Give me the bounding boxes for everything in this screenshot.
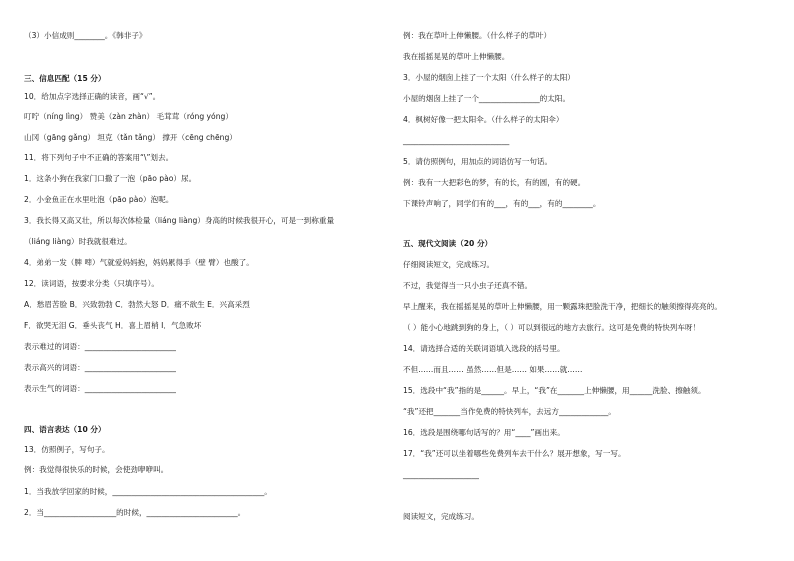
right-text-line: 阅读短文，完成练习。: [403, 512, 479, 521]
right-text-line: 不但……而且…… 虽然……但是…… 如果……就……: [403, 365, 583, 374]
left-text-line: 10．给加点字选择正确的读音，画“√”。: [24, 92, 161, 101]
right-section-heading: 五、现代文阅读（20 分）: [403, 239, 493, 248]
left-text-line: 表示高兴的词语：________________________: [24, 363, 176, 372]
left-text-line: 表示生气的词语：________________________: [24, 384, 176, 393]
right-text-line: 15．选段中“我”指的是______。早上，“我”在_______上伸懒腰，用______洗脸、擦触须。: [403, 386, 706, 395]
left-text-line: 2．小金鱼正在水里吐泡（pāo pào）泡呢。: [24, 195, 174, 204]
left-text-line: 13．仿照例子，写句子。: [24, 445, 110, 454]
right-text-line: 仔细阅读短文，完成练习。: [403, 260, 495, 269]
right-text-line: 我在摇摇晃晃的草叶上伸懒腰。: [403, 52, 510, 61]
right-text-line: 不过，我觉得当一只小虫子还真不错。: [403, 281, 533, 290]
left-text-line: 2．当___________________的时候，________________________。: [24, 508, 246, 517]
left-text-line: 3．我长得又高又壮，所以每次体检量（liáng liàng）身高的时候我很开心，可是一到称重量: [24, 216, 335, 225]
left-text-line: 4．弟弟一发（脾 啤）气就爱妈妈抱，妈妈累得手（壁 臂）也酸了。: [24, 258, 254, 267]
right-text-line: ____________________: [403, 470, 479, 479]
right-text-line: 例：我有一大把彩色的梦，有的长，有的圆，有的硬。: [403, 178, 586, 187]
left-text-line: 1．当我放学回家的时候，________________________________________。: [24, 487, 272, 496]
right-text-line: 早上醒来，我在摇摇晃晃的草叶上伸懒腰，用一颗露珠把脸洗干净，把细长的触须擦得亮亮的。: [403, 302, 722, 311]
right-text-line: 5．请仿照例句，用加点的词语仿写一句话。: [403, 157, 553, 166]
right-text-line: 例：我在草叶上伸懒腰。（什么样子的草叶）: [403, 31, 552, 40]
right-text-line: （ ）能小心地跳到狗的身上，（ ）可以到很远的地方去旅行。这可是免费的特快列车呀！: [403, 323, 701, 332]
left-text-line: 1．这条小狗在我家门口撒了一泡（pāo pào）尿。: [24, 174, 197, 183]
left-section-heading: 四、语言表达（10 分）: [24, 425, 106, 434]
right-text-line: ____________________________: [403, 136, 510, 145]
right-text-line: 下课铃声响了，同学们有的___，有的___，有的________。: [403, 199, 601, 208]
left-text-line: （liáng liàng）时我就很难过。: [24, 237, 132, 246]
left-text-line: A．愁眉苦脸 B．兴致勃勃 C．勃然大怒 D．痛不欲生 E．兴高采烈: [24, 300, 250, 309]
right-text-line: 3．小屋的烟囱上挂了一个太阳（什么样子的太阳）: [403, 73, 575, 82]
right-text-line: 4．枫树好像一把太阳伞。（什么样子的太阳伞）: [403, 115, 564, 124]
right-text-line: “我”还把_______当作免费的特快列车，去远方_____________。: [403, 407, 616, 416]
left-text-line: 山冈（gāng gǎng） 坦克（tǎn tǎng） 撑开（cēng chēng）: [24, 133, 237, 142]
left-text-line: （3）小信成则________。《韩非子》: [24, 31, 147, 40]
right-text-line: 17．“我”还可以坐着哪些免费列车去干什么？展开想象，写一写。: [403, 449, 626, 458]
right-column: [397, 0, 782, 561]
left-text-line: 例：我觉得很快乐的时候，会使劲咿咿叫。: [24, 465, 169, 474]
left-text-line: F．欲哭无泪 G．垂头丧气 H．喜上眉梢 I．气急败坏: [24, 321, 202, 330]
left-column: [0, 0, 385, 561]
left-text-line: 11．将下列句子中不正确的答案用“\”划去。: [24, 153, 174, 162]
left-section-heading: 三、信息匹配（15 分）: [24, 74, 106, 83]
left-text-line: 表示难过的词语：________________________: [24, 342, 176, 351]
left-text-line: 叮咛（níng lìng） 赞美（zàn zhàn） 毛茸茸（róng yóng）: [24, 112, 233, 121]
right-text-line: 16．选段是围绕哪句话写的？用“____”画出来。: [403, 428, 565, 437]
left-text-line: 12．读词语，按要求分类（只填序号）。: [24, 279, 159, 288]
right-text-line: 14．请选择合适的关联词语填入选段的括号里。: [403, 344, 565, 353]
right-text-line: 小屋的烟囱上挂了一个________________的太阳。: [403, 94, 571, 103]
